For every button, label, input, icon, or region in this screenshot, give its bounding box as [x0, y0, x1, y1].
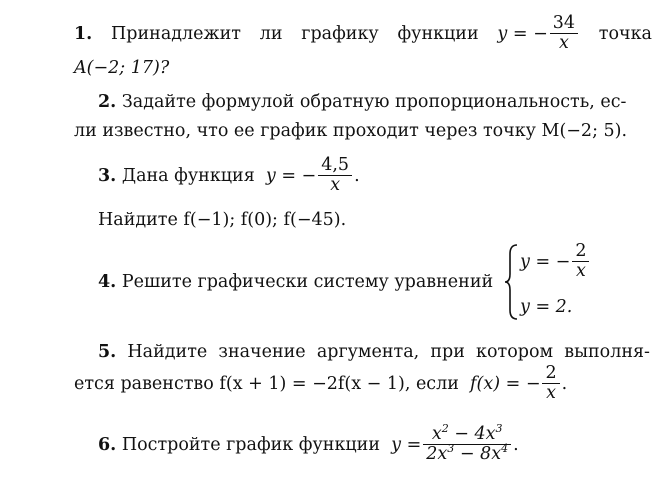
problem-1-line-1 — [74, 14, 652, 53]
denominator: $2x^3 - 8x^4$ — [426, 442, 509, 464]
problem-5-line-2: ется равенство f(x + 1) = −2f(x − 1), если f(x) = − $\frac{2}{x}$ . — [74, 363, 568, 403]
word: функции — [397, 23, 479, 44]
fraction: $\frac{4,5}{x}$ — [318, 156, 352, 195]
problem-3-line-2: Найдите f(−1); f(0); f(−45). — [98, 210, 347, 230]
problem-4-text: 4. Решите графически систему уравнений — [98, 272, 494, 292]
word: точка — [598, 23, 652, 44]
fraction: $\frac{2}{x}$ — [572, 242, 589, 281]
problem-5-line-1: 5. Найдите значение аргумента, при котором выполня- — [98, 342, 650, 362]
problem-2-line-1: 2. Задайте формулой обратную пропорциональность, ес- — [98, 92, 627, 112]
equation-system — [504, 242, 594, 322]
fraction: $\frac{2}{x}$ — [542, 364, 559, 403]
problem-1-line-2: A(−2; 17)? — [74, 58, 170, 78]
word: графику — [301, 23, 379, 44]
problem-3-line-1: 3. Дана функция y = − $\frac{4,5}{x}$ . — [98, 155, 360, 195]
numerator: $x^2 - 4x^3$ — [423, 425, 511, 445]
problem-number: 1. — [74, 23, 93, 44]
fraction — [423, 422, 511, 464]
problem-6-line: 6. Постройте график функции y = $\frac{x^2 - 4x^3}{2x^3 - 8x^4}$ . — [98, 422, 519, 464]
problem-number: 4. — [98, 272, 117, 292]
problem-number: 2. — [98, 92, 117, 112]
equation-2: y = 2. — [520, 297, 573, 317]
problem-number: 5. — [98, 342, 117, 362]
system-brace — [504, 242, 520, 322]
problem-number: 6. — [98, 434, 117, 455]
equation-1: y = − $\frac{2}{x}$ — [520, 242, 591, 281]
problem-2-line-2: ли известно, что ее график проходит через точку M(−2; 5). — [74, 121, 628, 141]
word: ли — [259, 23, 283, 44]
word: Принадлежит — [111, 23, 241, 44]
problem-number: 3. — [98, 165, 117, 186]
formula: y = − $\frac{34}{x}$ — [497, 14, 580, 53]
fraction: $\frac{34}{x}$ — [550, 14, 578, 53]
